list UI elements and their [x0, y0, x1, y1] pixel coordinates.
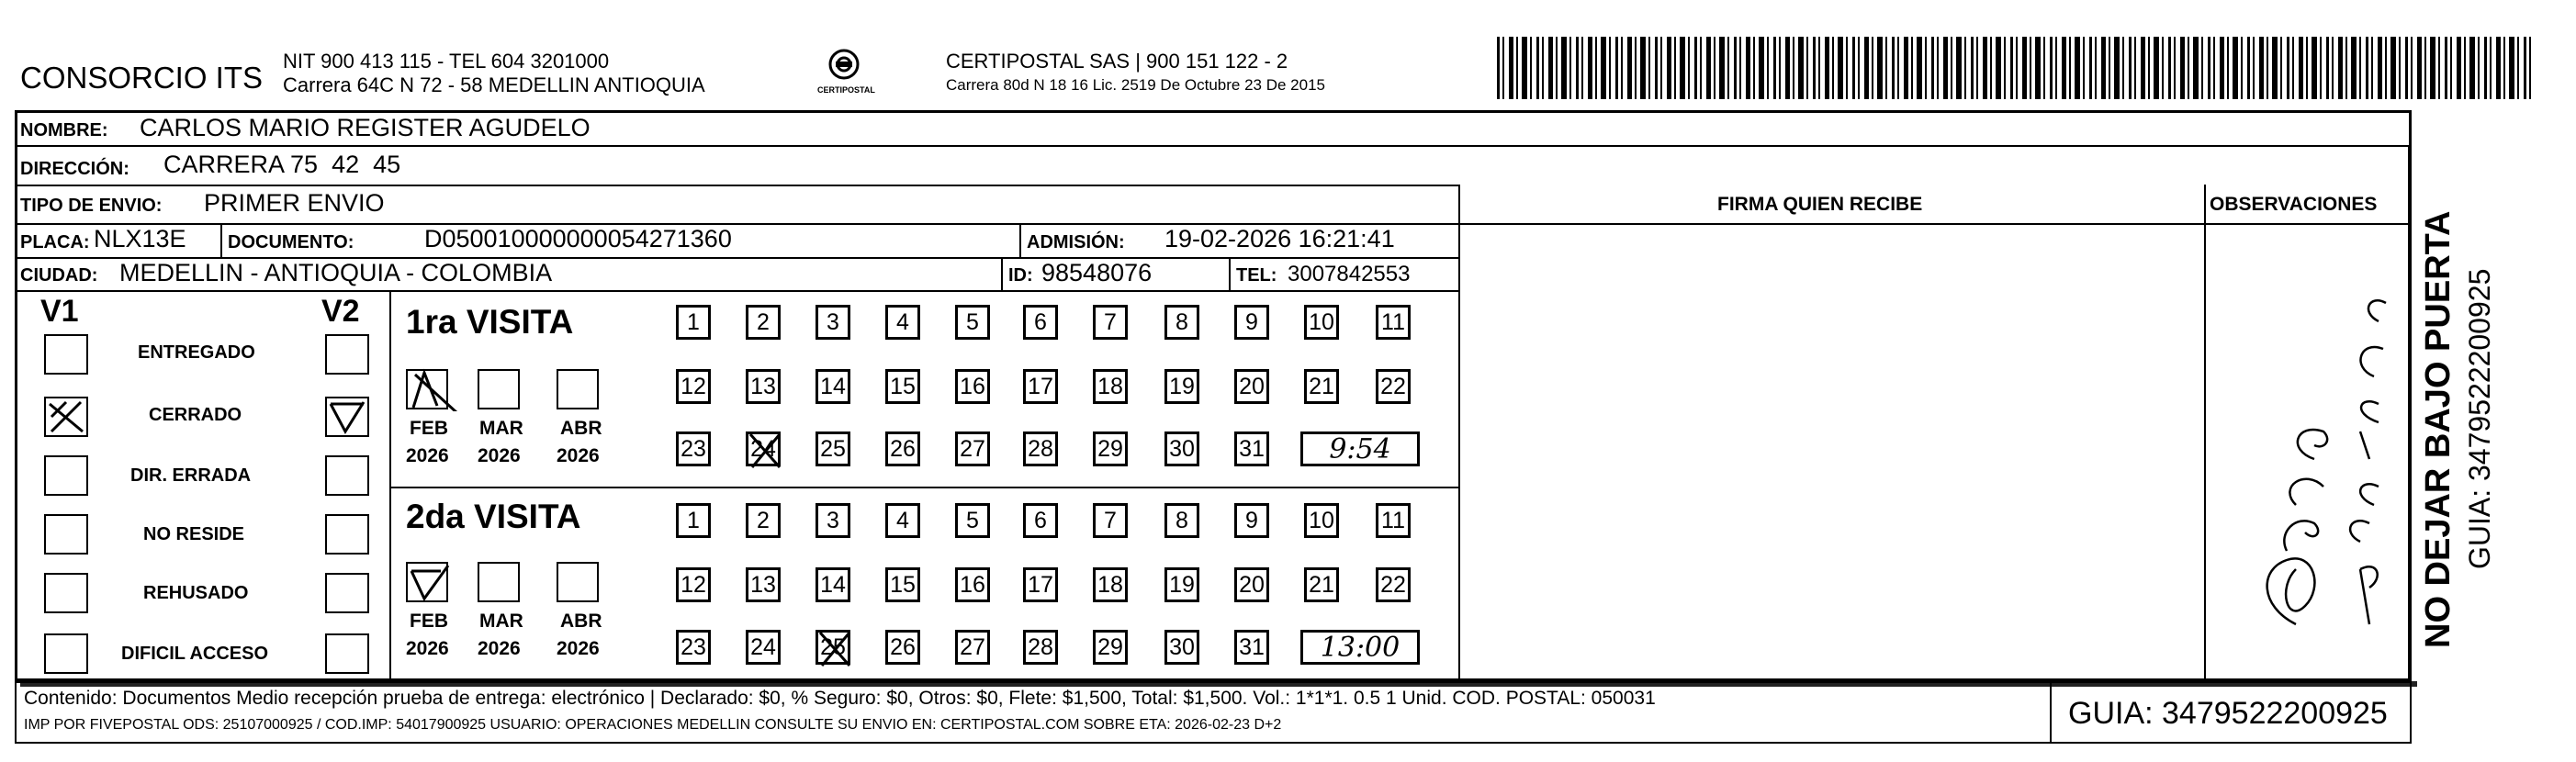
id-value: 98548076: [1041, 259, 1153, 286]
first-visit-abr-box[interactable]: [557, 369, 599, 409]
v1-rehusado-checkbox[interactable]: [44, 573, 88, 613]
first-visit-year-1: 2026: [406, 445, 449, 466]
documento-label: DOCUMENTO:: [228, 232, 354, 252]
v2-dificil-acceso-checkbox[interactable]: [325, 633, 369, 674]
tipo-envio-value: PRIMER ENVIO: [204, 189, 385, 217]
side-warning: NO DEJAR BAJO PUERTA: [2419, 210, 2458, 648]
v1-entregado-checkbox[interactable]: [44, 334, 88, 375]
second-visit-day-2[interactable]: 2: [746, 503, 781, 538]
direccion-label: DIRECCIÓN:: [20, 159, 129, 179]
second-visit-day-7[interactable]: 7: [1093, 503, 1128, 538]
first-visit-month-mar: MAR: [479, 418, 523, 439]
v1-cerrado-checkbox[interactable]: [44, 397, 88, 437]
admision-label: ADMISIÓN:: [1027, 232, 1125, 252]
second-visit-day-20[interactable]: 20: [1234, 567, 1269, 602]
first-visit-day-28[interactable]: 28: [1023, 431, 1058, 466]
ciudad-label: CIUDAD:: [20, 265, 98, 286]
cross-mark-icon: [747, 431, 783, 471]
row-divider-1: [15, 145, 2412, 147]
nombre-label: NOMBRE:: [20, 120, 108, 140]
first-visit-day-21[interactable]: 21: [1304, 369, 1339, 404]
first-visit-time-box[interactable]: 9:54: [1300, 431, 1420, 466]
col-firma-left: [1458, 185, 1460, 680]
first-visit-day-15[interactable]: 15: [885, 369, 920, 404]
status-divider: [389, 290, 391, 679]
second-visit-title: 2da VISITA: [406, 498, 581, 535]
first-visit-day-29[interactable]: 29: [1093, 431, 1128, 466]
v2-entregado-checkbox[interactable]: [325, 334, 369, 375]
footer-contenido: Contenido: Documentos Medio recepción prueba de entrega: electrónico | Declarado: $0, % Seguro: $0, Otros: $0, Flete: $1,500, Total: $1,500. Vol.: 1*1*1. 0.5 1 Unid. COD. POSTAL: 050031: [24, 688, 1656, 709]
first-visit-day-7[interactable]: 7: [1093, 305, 1128, 340]
second-visit-day-24[interactable]: 24: [746, 630, 781, 665]
second-visit-year-1: 2026: [406, 638, 449, 659]
side-guia: GUIA: 3479522200925: [2463, 268, 2496, 569]
first-visit-day-6[interactable]: 6: [1023, 305, 1058, 340]
second-visit-day-13[interactable]: 13: [746, 567, 781, 602]
first-visit-month-feb: FEB: [410, 418, 448, 439]
second-visit-day-19[interactable]: 19: [1164, 567, 1199, 602]
second-visit-day-16[interactable]: 16: [955, 567, 990, 602]
first-visit-day-11[interactable]: 11: [1376, 305, 1411, 340]
first-visit-day-18[interactable]: 18: [1093, 369, 1128, 404]
first-visit-day-16[interactable]: 16: [955, 369, 990, 404]
first-visit-mar-box[interactable]: [478, 369, 520, 409]
v2-rehusado-checkbox[interactable]: [325, 573, 369, 613]
nombre-value: CARLOS MARIO REGISTER AGUDELO: [140, 114, 591, 141]
first-visit-day-23[interactable]: 23: [676, 431, 711, 466]
first-visit-title: 1ra VISITA: [406, 303, 574, 341]
second-visit-time-box[interactable]: 13:00: [1300, 630, 1420, 665]
observaciones-header: OBSERVACIONES: [2210, 194, 2378, 215]
footer-guia: GUIA: 3479522200925: [2068, 696, 2388, 731]
first-visit-month-abr: ABR: [560, 418, 602, 439]
placa-value: NLX13E: [94, 225, 186, 252]
first-visit-day-13[interactable]: 13: [746, 369, 781, 404]
second-visit-day-12[interactable]: 12: [676, 567, 711, 602]
second-visit-day-4[interactable]: 4: [885, 503, 920, 538]
direccion-value: CARRERA 75 42 45: [163, 151, 401, 178]
status-dificil-acceso: DIFICIL ACCESO: [121, 644, 269, 664]
v2-cerrado-checkbox[interactable]: [325, 397, 369, 437]
second-visit-month-mar: MAR: [479, 611, 523, 632]
row-divider-5: [15, 290, 1460, 292]
first-visit-day-26[interactable]: 26: [885, 431, 920, 466]
col-side-left: [2408, 145, 2410, 681]
second-visit-year-2: 2026: [478, 638, 521, 659]
v1-dir-errada-checkbox[interactable]: [44, 455, 88, 496]
certipostal-license: Carrera 80d N 18 16 Lic. 2519 De Octubre 23 De 2015: [946, 76, 1325, 94]
v1-dificil-acceso-checkbox[interactable]: [44, 633, 88, 674]
second-visit-day-8[interactable]: 8: [1164, 503, 1199, 538]
first-visit-day-14[interactable]: 14: [816, 369, 850, 404]
second-visit-mar-box[interactable]: [478, 562, 520, 602]
calendar-divider: [389, 487, 1460, 488]
second-visit-day-25[interactable]: 25: [816, 630, 850, 665]
handwriting-scribble: [2222, 239, 2388, 661]
second-visit-day-29[interactable]: 29: [1093, 630, 1128, 665]
first-visit-day-2[interactable]: 2: [746, 305, 781, 340]
v2-no-reside-checkbox[interactable]: [325, 514, 369, 555]
second-visit-day-15[interactable]: 15: [885, 567, 920, 602]
first-visit-day-22[interactable]: 22: [1376, 369, 1411, 404]
second-visit-feb-box[interactable]: [406, 562, 448, 602]
doc-admision-divider: [1019, 223, 1021, 257]
v1-no-reside-checkbox[interactable]: [44, 514, 88, 555]
second-visit-day-11[interactable]: 11: [1376, 503, 1411, 538]
tipo-envio-label: TIPO DE ENVIO:: [20, 196, 163, 216]
second-visit-month-abr: ABR: [560, 611, 602, 632]
id-tel-divider: [1229, 257, 1231, 290]
first-visit-day-30[interactable]: 30: [1164, 431, 1199, 466]
status-rehusado: REHUSADO: [143, 583, 249, 603]
second-visit-day-14[interactable]: 14: [816, 567, 850, 602]
ciudad-id-divider: [1001, 257, 1003, 290]
cross-mark-icon: [816, 629, 853, 669]
status-entregado: ENTREGADO: [138, 342, 255, 363]
second-visit-day-3[interactable]: 3: [816, 503, 850, 538]
second-visit-day-10[interactable]: 10: [1304, 503, 1339, 538]
second-visit-day-26[interactable]: 26: [885, 630, 920, 665]
check-mark-icon: [406, 365, 461, 411]
first-visit-day-1[interactable]: 1: [676, 305, 711, 340]
first-visit-day-10[interactable]: 10: [1304, 305, 1339, 340]
second-visit-day-31[interactable]: 31: [1234, 630, 1269, 665]
second-visit-day-28[interactable]: 28: [1023, 630, 1058, 665]
second-visit-day-30[interactable]: 30: [1164, 630, 1199, 665]
first-visit-day-31[interactable]: 31: [1234, 431, 1269, 466]
first-visit-year-3: 2026: [557, 445, 600, 466]
first-visit-day-5[interactable]: 5: [955, 305, 990, 340]
placa-label: PLACA:: [20, 232, 90, 252]
second-visit-day-17[interactable]: 17: [1023, 567, 1058, 602]
status-no-reside: NO RESIDE: [143, 524, 245, 544]
check-mark-icon: [327, 398, 367, 435]
first-visit-day-4[interactable]: 4: [885, 305, 920, 340]
placa-doc-divider: [220, 223, 222, 257]
admision-value: 19-02-2026 16:21:41: [1164, 225, 1395, 252]
second-visit-month-feb: FEB: [410, 611, 448, 632]
second-visit-day-21[interactable]: 21: [1304, 567, 1339, 602]
barcode: [1497, 37, 2535, 99]
row-divider-2: [15, 185, 1460, 186]
second-visit-abr-box[interactable]: [557, 562, 599, 602]
company-address: Carrera 64C N 72 - 58 MEDELLIN ANTIOQUIA: [283, 73, 705, 96]
first-visit-day-12[interactable]: 12: [676, 369, 711, 404]
observaciones-handwriting: [2222, 239, 2388, 661]
company-nit-tel: NIT 900 413 115 - TEL 604 3201000: [283, 50, 610, 73]
first-visit-day-24[interactable]: 24: [746, 431, 781, 466]
footer-frame: [15, 679, 2412, 744]
status-cerrado: CERRADO: [149, 405, 242, 425]
status-dir-errada: DIR. ERRADA: [130, 465, 252, 486]
v2-header: V2: [321, 294, 360, 329]
second-visit-day-6[interactable]: 6: [1023, 503, 1058, 538]
first-visit-day-19[interactable]: 19: [1164, 369, 1199, 404]
certipostal-company: CERTIPOSTAL SAS | 900 151 122 - 2: [946, 50, 1288, 73]
first-visit-day-17[interactable]: 17: [1023, 369, 1058, 404]
first-visit-day-25[interactable]: 25: [816, 431, 850, 466]
v1-header: V1: [40, 294, 79, 329]
second-visit-year-3: 2026: [557, 638, 600, 659]
tel-value: 3007842553: [1288, 262, 1411, 286]
second-visit-day-1[interactable]: 1: [676, 503, 711, 538]
second-visit-day-5[interactable]: 5: [955, 503, 990, 538]
second-visit-day-9[interactable]: 9: [1234, 503, 1269, 538]
first-visit-year-2: 2026: [478, 445, 521, 466]
check-mark-icon: [408, 564, 450, 604]
second-visit-day-23[interactable]: 23: [676, 630, 711, 665]
second-visit-day-18[interactable]: 18: [1093, 567, 1128, 602]
id-label: ID:: [1008, 265, 1033, 286]
company-name: CONSORCIO ITS: [20, 61, 264, 95]
documento-value: D050010000000054271360: [424, 225, 732, 252]
first-visit-day-20[interactable]: 20: [1234, 369, 1269, 404]
firma-header: FIRMA QUIEN RECIBE: [1717, 194, 1923, 215]
tel-label: TEL:: [1236, 265, 1277, 286]
first-visit-feb-box[interactable]: [406, 369, 448, 409]
v2-dir-errada-checkbox[interactable]: [325, 455, 369, 496]
ciudad-value: MEDELLIN - ANTIOQUIA - COLOMBIA: [119, 259, 553, 286]
logo-caption: CERTIPOSTAL: [817, 85, 875, 95]
first-visit-day-8[interactable]: 8: [1164, 305, 1199, 340]
col-obs-left: [2204, 185, 2206, 680]
first-visit-day-9[interactable]: 9: [1234, 305, 1269, 340]
first-visit-day-27[interactable]: 27: [955, 431, 990, 466]
footer-imp: IMP POR FIVEPOSTAL ODS: 25107000925 / COD.IMP: 54017900925 USUARIO: OPERACIONES MEDELLIN CONSULTE SU ENVIO EN: CERTIPOSTAL.COM SOBRE ETA: 2026-02-23 D+2: [24, 717, 1282, 733]
first-visit-day-3[interactable]: 3: [816, 305, 850, 340]
check-mark-icon: [46, 398, 86, 435]
second-visit-day-27[interactable]: 27: [955, 630, 990, 665]
second-visit-day-22[interactable]: 22: [1376, 567, 1411, 602]
